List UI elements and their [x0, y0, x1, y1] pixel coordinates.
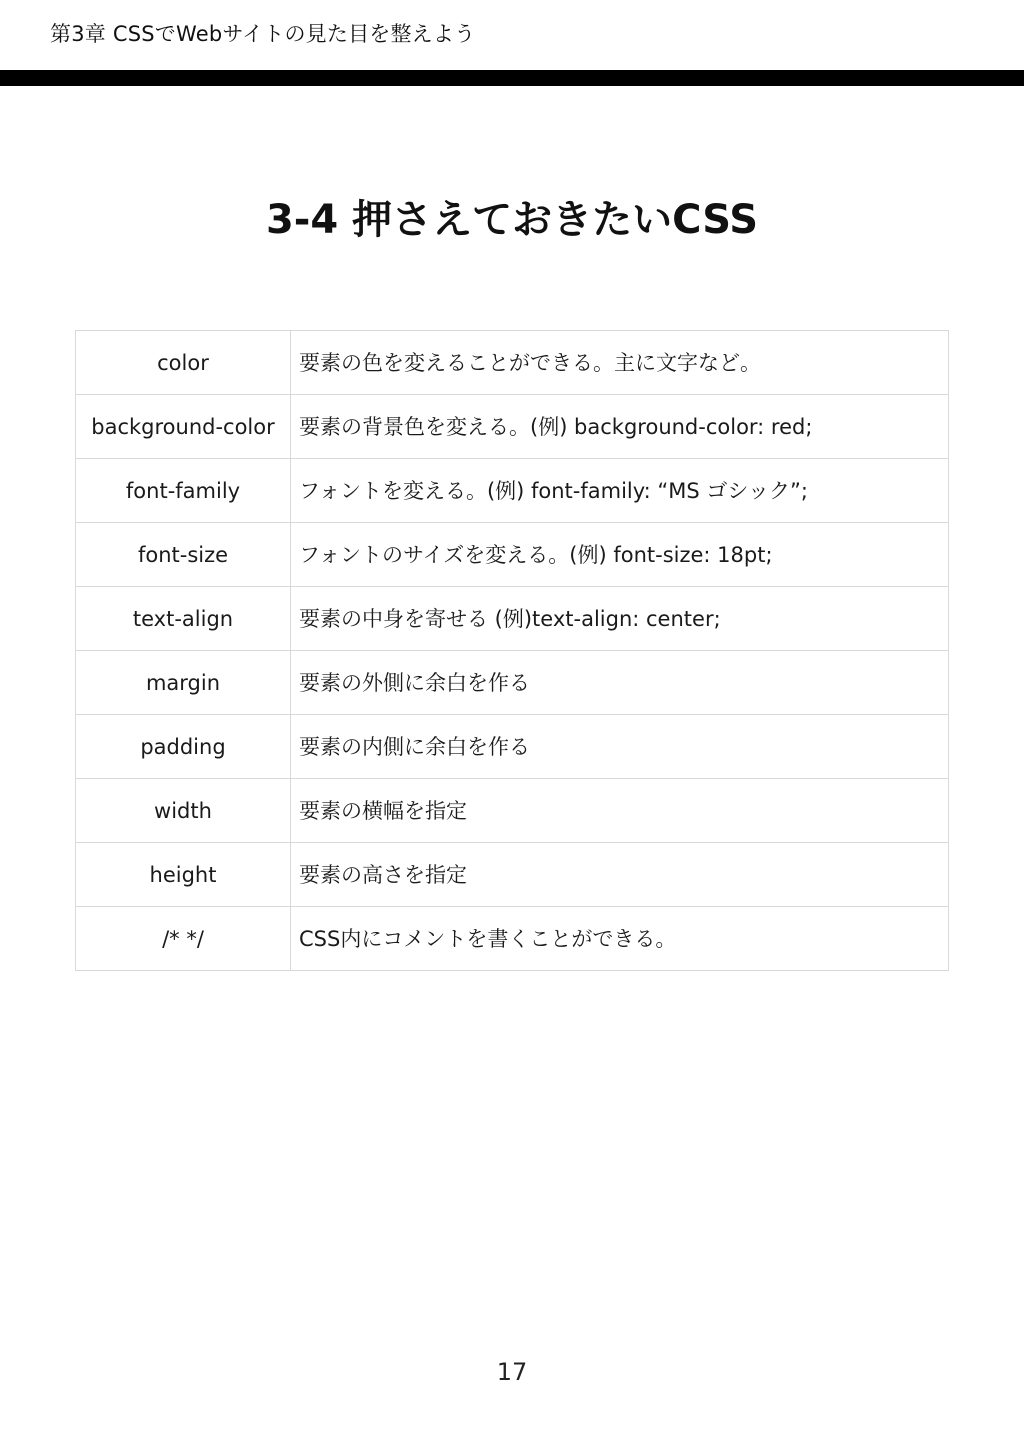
description-cell: 要素の内側に余白を作る [291, 715, 949, 779]
description-cell: 要素の色を変えることができる。主に文字など。 [291, 331, 949, 395]
table-row [76, 907, 949, 971]
header-rule [0, 70, 1024, 86]
description-cell: 要素の横幅を指定 [291, 779, 949, 843]
property-cell: font-size [76, 523, 291, 587]
table-row [76, 331, 949, 395]
property-cell: padding [76, 715, 291, 779]
property-cell: text-align [76, 587, 291, 651]
property-cell: margin [76, 651, 291, 715]
property-cell: font-family [76, 459, 291, 523]
page-number: 17 [496, 1358, 528, 1386]
table-row [76, 459, 949, 523]
property-cell: background-color [76, 395, 291, 459]
description-cell: フォントを変える。(例) font-family: “MS ゴシック”; [291, 459, 949, 523]
table-row [76, 587, 949, 651]
description-cell: CSS内にコメントを書くことができる。 [291, 907, 949, 971]
css-property-table [75, 330, 949, 971]
property-cell: /* */ [76, 907, 291, 971]
table-row [76, 651, 949, 715]
chapter-header: 第3章 CSSでWebサイトの見た目を整えよう [50, 22, 476, 46]
description-cell: 要素の外側に余白を作る [291, 651, 949, 715]
property-cell: color [76, 331, 291, 395]
property-cell: height [76, 843, 291, 907]
section-title: 3-4 押さえておきたいCSS [265, 197, 759, 243]
table-row [76, 779, 949, 843]
description-cell: 要素の高さを指定 [291, 843, 949, 907]
description-cell: 要素の背景色を変える。(例) background-color: red; [291, 395, 949, 459]
table-row [76, 395, 949, 459]
description-cell: 要素の中身を寄せる (例)text-align: center; [291, 587, 949, 651]
property-cell: width [76, 779, 291, 843]
table-row [76, 843, 949, 907]
table-row [76, 715, 949, 779]
description-cell: フォントのサイズを変える。(例) font-size: 18pt; [291, 523, 949, 587]
table-row [76, 523, 949, 587]
